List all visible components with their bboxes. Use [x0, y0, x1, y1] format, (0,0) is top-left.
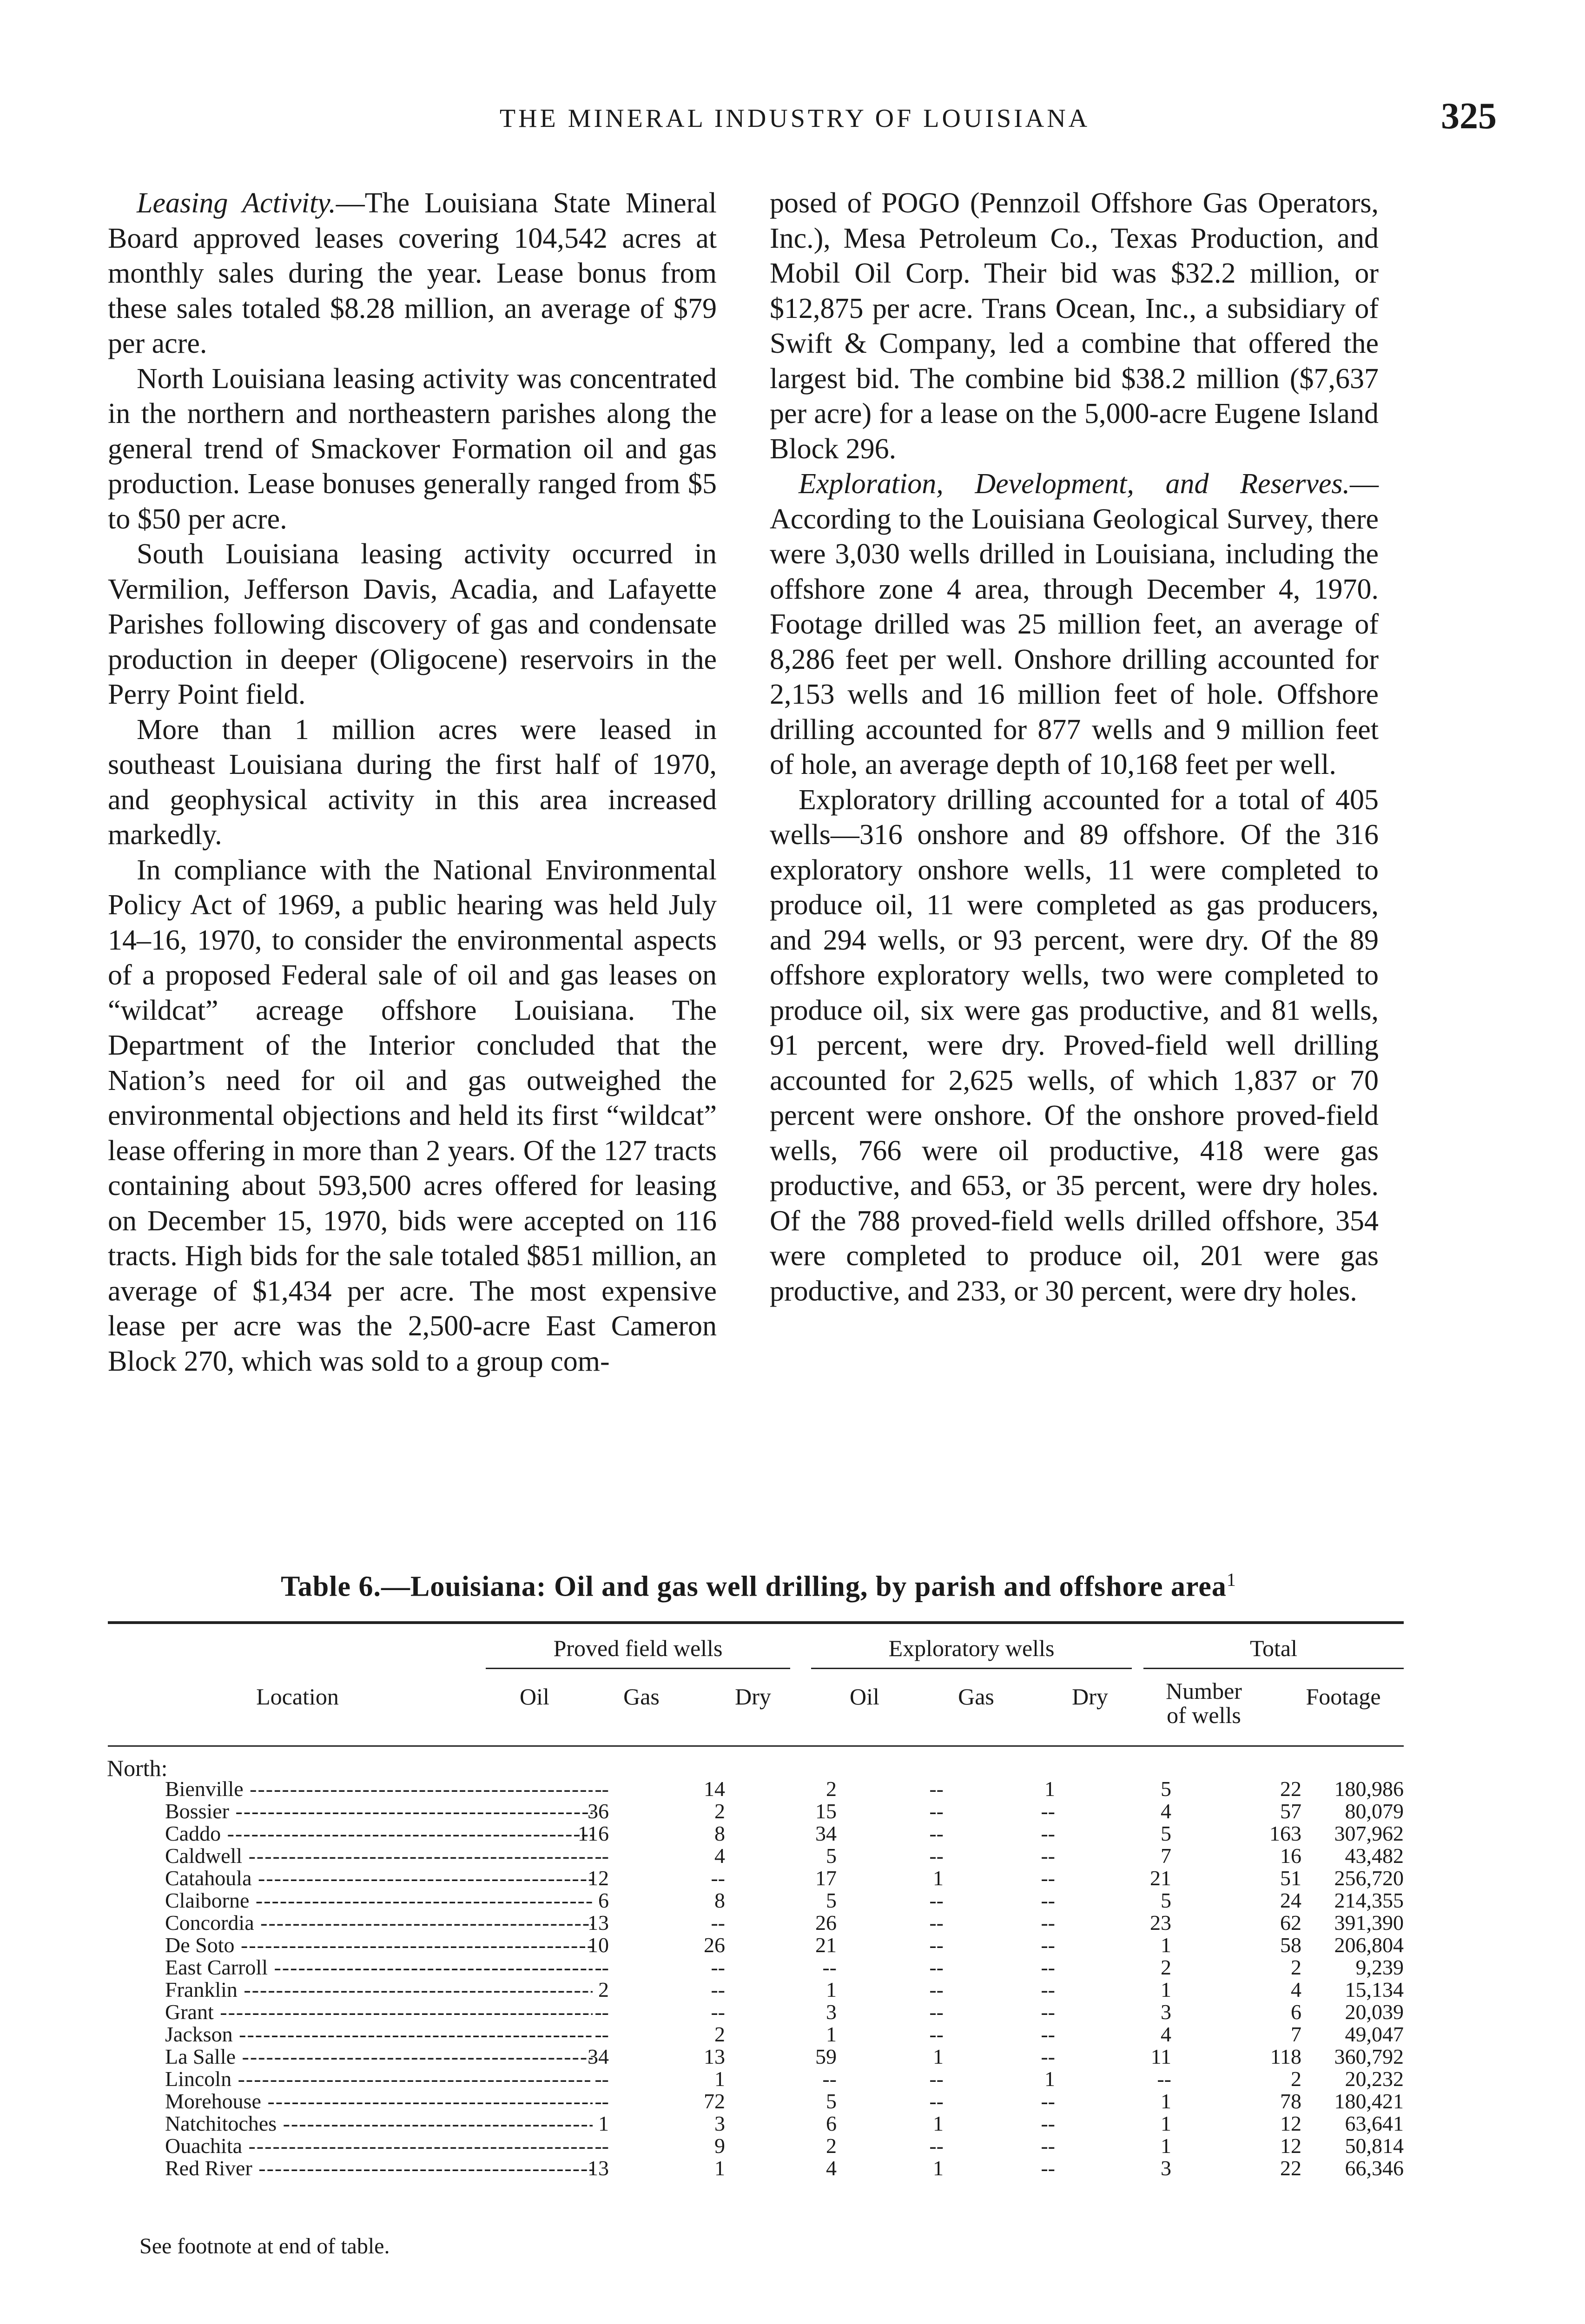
- location-cell: East Carroll -----: [165, 1956, 593, 1979]
- proved-dry-cell: 4: [826, 2156, 837, 2180]
- proved-gas-cell: 8: [714, 1822, 725, 1845]
- exploratory-dry-cell: 3: [1161, 2000, 1171, 2024]
- footage-cell: 214,355: [1334, 1888, 1404, 1912]
- location-cell: De Soto -----: [165, 1934, 593, 1956]
- number-of-wells-cell: 12: [1280, 2112, 1301, 2135]
- proved-oil-cell: 34: [588, 2045, 609, 2068]
- exploratory-dry-cell: 1: [1161, 2089, 1171, 2113]
- location-cell: Claiborne -----: [165, 1889, 593, 1912]
- header-number-line1: Number: [1166, 1678, 1242, 1704]
- proved-dry-cell: 34: [815, 1822, 837, 1845]
- proved-gas-cell: 13: [704, 2045, 725, 2068]
- exploratory-oil-cell: --: [929, 1888, 944, 1912]
- exploratory-oil-cell: --: [929, 1799, 944, 1823]
- proved-oil-cell: --: [594, 2067, 609, 2091]
- table-row: [107, 1912, 1404, 1934]
- location-cell: Jackson -----: [165, 2023, 593, 2046]
- exploratory-gas-cell: --: [1041, 1978, 1055, 2001]
- exploratory-gas-cell: --: [1041, 2045, 1055, 2068]
- exploratory-oil-cell: 1: [933, 2045, 944, 2068]
- number-of-wells-cell: 78: [1280, 2089, 1301, 2113]
- location-cell: Caddo -----: [165, 1822, 593, 1845]
- header-footage: Footage: [1306, 1684, 1381, 1710]
- proved-gas-cell: 4: [714, 1844, 725, 1868]
- proved-gas-cell: --: [711, 1955, 725, 1979]
- exploratory-gas-cell: --: [1041, 2134, 1055, 2158]
- proved-dry-cell: 1: [826, 1978, 837, 2001]
- exploratory-dry-cell: --: [1157, 2067, 1171, 2091]
- location-cell: Lincoln -----: [165, 2068, 593, 2090]
- proved-oil-cell: 36: [588, 1799, 609, 1823]
- proved-oil-cell: --: [594, 1955, 609, 1979]
- proved-gas-cell: 8: [714, 1888, 725, 1912]
- proved-dry-cell: --: [822, 2067, 837, 2091]
- table-row: [107, 2113, 1404, 2135]
- proved-gas-cell: 9: [714, 2134, 725, 2158]
- exploratory-oil-cell: --: [929, 2067, 944, 2091]
- footage-cell: 20,039: [1345, 2000, 1404, 2024]
- number-of-wells-cell: 163: [1269, 1822, 1301, 1845]
- paragraph-text: —The Louisiana State Mineral Board approved leases covering 104,542 acres at monthly sales during the year. Lease bonus from these sales totaled $8.28 million, an average of $79 per acre.: [108, 187, 717, 359]
- group-label-north: North:: [107, 1755, 168, 1781]
- number-of-wells-cell: 118: [1270, 2045, 1301, 2068]
- paragraph-text: —According to the Louisiana Geological Survey, there were 3,030 wells drilled in Louisiana, including the offshore zone 4 area, through December 4, 1970. Footage drilled was 25 million feet, an average of 8,286 feet per well. Onshore drilling accounted for 2,153 wells and 16 million feet of hole. Offshore drilling accounted for 877 wells and 9 million feet of hole, an average depth of 10,168 feet per well.: [770, 468, 1379, 780]
- exploratory-oil-cell: 1: [933, 1866, 944, 1890]
- table-header-rule: [108, 1745, 1404, 1747]
- footage-cell: 63,641: [1345, 2112, 1404, 2135]
- location-cell: Catahoula -----: [165, 1867, 593, 1889]
- header-number-of-wells: [1143, 1679, 1264, 1727]
- proved-dry-cell: 21: [815, 1933, 837, 1957]
- footage-cell: 9,239: [1355, 1955, 1404, 1979]
- exploratory-gas-cell: --: [1041, 1866, 1055, 1890]
- table-row: [107, 2001, 1404, 2023]
- proved-dry-cell: 15: [815, 1799, 837, 1823]
- proved-gas-cell: 2: [714, 2022, 725, 2046]
- footage-cell: 256,720: [1334, 1866, 1404, 1890]
- table-title-footnote: 1: [1226, 1569, 1236, 1590]
- table-title: [108, 1569, 1409, 1604]
- location-cell: Bienville -----: [165, 1778, 593, 1800]
- exploratory-gas-cell: 1: [1044, 2067, 1055, 2091]
- footage-cell: 66,346: [1345, 2156, 1404, 2180]
- location-cell: Concordia -----: [165, 1912, 593, 1934]
- table-row: [107, 1778, 1404, 1800]
- proved-oil-cell: --: [594, 2134, 609, 2158]
- proved-group-rule: [486, 1668, 790, 1669]
- header-location: Location: [256, 1684, 339, 1710]
- exploratory-oil-cell: --: [929, 2089, 944, 2113]
- proved-gas-cell: --: [711, 2000, 725, 2024]
- location-cell: Natchitoches -----: [165, 2113, 593, 2135]
- proved-dry-cell: 6: [826, 2112, 837, 2135]
- exploratory-gas-cell: --: [1041, 1799, 1055, 1823]
- number-of-wells-cell: 6: [1291, 2000, 1301, 2024]
- proved-dry-cell: --: [822, 1955, 837, 1979]
- table-row: [107, 1822, 1404, 1845]
- proved-dry-cell: 5: [826, 1888, 837, 1912]
- proved-oil-cell: --: [594, 1844, 609, 1868]
- number-of-wells-cell: 2: [1291, 2067, 1301, 2091]
- proved-oil-cell: 12: [588, 1866, 609, 1890]
- location-cell: Franklin -----: [165, 1979, 593, 2001]
- proved-oil-cell: 6: [598, 1888, 609, 1912]
- paragraph-south-leasing: South Louisiana leasing activity occurred in Vermilion, Jefferson Davis, Acadia, and Lafayette Parishes following discovery of gas and condensate production in deeper (Oligocene) reservoirs in the Perry Point field.: [108, 538, 717, 710]
- footage-cell: 391,390: [1334, 1911, 1404, 1934]
- proved-gas-cell: 26: [704, 1933, 725, 1957]
- number-of-wells-cell: 51: [1280, 1866, 1301, 1890]
- proved-oil-cell: 2: [598, 1978, 609, 2001]
- footage-cell: 50,814: [1345, 2134, 1404, 2158]
- number-of-wells-cell: 2: [1291, 1955, 1301, 1979]
- footnote-reference: See footnote at end of table.: [139, 2234, 390, 2258]
- exploratory-dry-cell: 5: [1161, 1822, 1171, 1845]
- paragraph-leasing: [108, 186, 717, 362]
- header-exploratory-wells: Exploratory wells: [888, 1635, 1055, 1661]
- proved-dry-cell: 59: [815, 2045, 837, 2068]
- footage-cell: 15,134: [1345, 1978, 1404, 2001]
- location-cell: Morehouse -----: [165, 2090, 593, 2113]
- total-group-rule: [1143, 1668, 1404, 1669]
- footage-cell: 80,079: [1345, 1799, 1404, 1823]
- header-proved-gas: Gas: [623, 1684, 660, 1710]
- section-lead-exploration: Exploration, Development, and Reserves.: [799, 468, 1350, 500]
- number-of-wells-cell: 24: [1280, 1888, 1301, 1912]
- paragraph-exploratory-drilling: Exploratory drilling accounted for a total of 405 wells—316 onshore and 89 offshore. Of the 316 exploratory onshore wells, 11 were completed to produce oil, 11 were completed as gas producers, and 294 wells, or 93 percent, were dry. Of the 89 offshore exploratory wells, two were completed to produce oil, six were gas productive, and 81 wells, 91 percent, were dry. Proved-field well drilling accounted for 2,625 wells, of which 1,837 or 70 percent were onshore. Of the onshore proved-field wells, 766 were oil productive, 418 were gas productive, and 653, or 35 percent, were dry holes. Of the 788 proved-field wells drilled offshore, 354 were completed to produce oil, 201 were gas productive, and 233, or 30 percent, were dry holes.: [770, 784, 1379, 1307]
- page-number: 325: [1441, 96, 1497, 137]
- paragraph-continued: posed of POGO (Pennzoil Offshore Gas Operators, Inc.), Mesa Petroleum Co., Texas Production, and Mobil Oil Corp. Their bid was $32.2 million, or $12,875 per acre. Trans Ocean, Inc., a subsidiary of Swift & Company, led a combine that offered the largest bid. The combine bid $38.2 million ($7,637 per acre) for a lease on the 5,000-acre Eugene Island Block 296.: [770, 187, 1379, 465]
- proved-gas-cell: --: [711, 1978, 725, 2001]
- exploratory-dry-cell: 1: [1161, 2112, 1171, 2135]
- footage-cell: 20,232: [1345, 2067, 1404, 2091]
- exploratory-oil-cell: 1: [933, 2156, 944, 2180]
- exploratory-gas-cell: --: [1041, 2000, 1055, 2024]
- exploratory-gas-cell: --: [1041, 2156, 1055, 2180]
- exploratory-gas-cell: --: [1041, 2022, 1055, 2046]
- left-column: [108, 186, 717, 1379]
- header-exploratory-gas: Gas: [958, 1684, 994, 1710]
- exploratory-dry-cell: 23: [1150, 1911, 1171, 1934]
- number-of-wells-cell: 4: [1291, 1978, 1301, 2001]
- number-of-wells-cell: 62: [1280, 1911, 1301, 1934]
- exploratory-oil-cell: --: [929, 2000, 944, 2024]
- table-row: [107, 2023, 1404, 2046]
- exploratory-oil-cell: --: [929, 1844, 944, 1868]
- footage-cell: 180,986: [1334, 1777, 1404, 1801]
- footage-cell: 206,804: [1334, 1933, 1404, 1957]
- paragraph-environmental: In compliance with the National Environmental Policy Act of 1969, a public hearing was held July 14–16, 1970, to consider the environmental aspects of a proposed Federal sale of oil and gas leases on “wildcat” acreage offshore Louisiana. The Department of the Interior concluded that the Nation’s need for oil and gas outweighed the environmental objections and held its first “wildcat” lease offering in more than 2 years. Of the 127 tracts containing about 593,500 acres offered for leasing on December 15, 1970, bids were accepted on 116 tracts. High bids for the sale totaled $851 million, an average of $1,434 per acre. The most expensive lease per acre was the 2,500-acre East Cameron Block 270, which was sold to a group com-: [108, 854, 717, 1377]
- paragraph-north-leasing: North Louisiana leasing activity was concentrated in the northern and northeastern parishes along the general trend of Smackover Formation oil and gas production. Lease bonuses generally ranged from $5 to $50 per acre.: [108, 363, 717, 535]
- proved-dry-cell: 3: [826, 2000, 837, 2024]
- number-of-wells-cell: 57: [1280, 1799, 1301, 1823]
- running-title: THE MINERAL INDUSTRY OF LOUISIANA: [499, 104, 1090, 133]
- number-of-wells-cell: 7: [1291, 2022, 1301, 2046]
- paragraph-exploration: [770, 467, 1379, 783]
- exploratory-dry-cell: 5: [1161, 1777, 1171, 1801]
- location-cell: Caldwell -----: [165, 1845, 593, 1867]
- exploratory-dry-cell: 1: [1161, 2134, 1171, 2158]
- table-row: [107, 1889, 1404, 1912]
- exploratory-oil-cell: --: [929, 1955, 944, 1979]
- header-number-line2: of wells: [1167, 1702, 1241, 1728]
- proved-dry-cell: 2: [826, 1777, 837, 1801]
- table-row: [107, 1979, 1404, 2001]
- proved-gas-cell: --: [711, 1911, 725, 1934]
- header-exploratory-oil: Oil: [850, 1684, 879, 1710]
- exploratory-dry-cell: 4: [1161, 2022, 1171, 2046]
- exploratory-gas-cell: 1: [1044, 1777, 1055, 1801]
- location-cell: Ouachita -----: [165, 2135, 593, 2157]
- proved-oil-cell: --: [594, 1777, 609, 1801]
- paragraph-southeast-leasing: More than 1 million acres were leased in southeast Louisiana during the first half of 1970, and geophysical activity in this area increased markedly.: [108, 713, 717, 851]
- proved-dry-cell: 26: [815, 1911, 837, 1934]
- number-of-wells-cell: 22: [1280, 2156, 1301, 2180]
- proved-gas-cell: 72: [704, 2089, 725, 2113]
- exploratory-gas-cell: --: [1041, 2112, 1055, 2135]
- exploratory-oil-cell: 1: [933, 2112, 944, 2135]
- table-row: [107, 1867, 1404, 1889]
- table-row: [107, 1934, 1404, 1956]
- proved-oil-cell: --: [594, 2022, 609, 2046]
- exploratory-dry-cell: 5: [1161, 1888, 1171, 1912]
- number-of-wells-cell: 12: [1280, 2134, 1301, 2158]
- exploratory-dry-cell: 7: [1161, 1844, 1171, 1868]
- header-exploratory-dry: Dry: [1072, 1684, 1108, 1710]
- exploratory-dry-cell: 1: [1161, 1978, 1171, 2001]
- proved-dry-cell: 5: [826, 2089, 837, 2113]
- exploratory-oil-cell: --: [929, 2134, 944, 2158]
- proved-oil-cell: 13: [588, 1911, 609, 1934]
- proved-oil-cell: --: [594, 2000, 609, 2024]
- location-cell: La Salle -----: [165, 2046, 593, 2068]
- proved-oil-cell: 10: [588, 1933, 609, 1957]
- exploratory-group-rule: [811, 1668, 1132, 1669]
- exploratory-gas-cell: --: [1041, 1822, 1055, 1845]
- table-top-rule: [108, 1621, 1404, 1624]
- proved-dry-cell: 1: [826, 2022, 837, 2046]
- header-proved-dry: Dry: [735, 1684, 771, 1710]
- number-of-wells-cell: 58: [1280, 1933, 1301, 1957]
- number-of-wells-cell: 22: [1280, 1777, 1301, 1801]
- footage-cell: 49,047: [1345, 2022, 1404, 2046]
- header-proved-oil: Oil: [520, 1684, 549, 1710]
- table-row: [107, 1800, 1404, 1822]
- exploratory-gas-cell: --: [1041, 1911, 1055, 1934]
- table-row: [107, 2090, 1404, 2113]
- proved-oil-cell: 1: [598, 2112, 609, 2135]
- exploratory-oil-cell: --: [929, 1933, 944, 1957]
- proved-gas-cell: 1: [714, 2067, 725, 2091]
- location-cell: Red River -----: [165, 2157, 593, 2179]
- location-cell: Bossier -----: [165, 1800, 593, 1822]
- table-row: [107, 2157, 1404, 2179]
- proved-oil-cell: 13: [588, 2156, 609, 2180]
- exploratory-dry-cell: 1: [1161, 1933, 1171, 1957]
- exploratory-dry-cell: 4: [1161, 1799, 1171, 1823]
- footage-cell: 43,482: [1345, 1844, 1404, 1868]
- proved-gas-cell: 14: [704, 1777, 725, 1801]
- exploratory-dry-cell: 21: [1150, 1866, 1171, 1890]
- exploratory-dry-cell: 3: [1161, 2156, 1171, 2180]
- exploratory-gas-cell: --: [1041, 1955, 1055, 1979]
- proved-gas-cell: 1: [714, 2156, 725, 2180]
- proved-dry-cell: 17: [815, 1866, 837, 1890]
- footage-cell: 307,962: [1334, 1822, 1404, 1845]
- exploratory-dry-cell: 11: [1150, 2045, 1171, 2068]
- proved-dry-cell: 5: [826, 1844, 837, 1868]
- number-of-wells-cell: 16: [1280, 1844, 1301, 1868]
- section-lead-leasing: Leasing Activity.: [137, 187, 336, 219]
- table-row: [107, 1956, 1404, 1979]
- header-total: Total: [1249, 1635, 1298, 1661]
- exploratory-oil-cell: --: [929, 2022, 944, 2046]
- proved-dry-cell: 2: [826, 2134, 837, 2158]
- proved-gas-cell: 2: [714, 1799, 725, 1823]
- table-row: [107, 2135, 1404, 2157]
- page-header: [93, 95, 1497, 146]
- proved-gas-cell: --: [711, 1866, 725, 1890]
- location-cell: Grant -----: [165, 2001, 593, 2023]
- exploratory-oil-cell: --: [929, 1822, 944, 1845]
- exploratory-gas-cell: --: [1041, 1844, 1055, 1868]
- exploratory-oil-cell: --: [929, 1978, 944, 2001]
- table-title-text: Table 6.—Louisiana: Oil and gas well drilling, by parish and offshore area: [281, 1571, 1227, 1603]
- footage-cell: 360,792: [1334, 2045, 1404, 2068]
- proved-oil-cell: --: [594, 2089, 609, 2113]
- exploratory-gas-cell: --: [1041, 2089, 1055, 2113]
- header-proved-field-wells: Proved field wells: [553, 1635, 723, 1661]
- right-column: [770, 186, 1379, 1309]
- table-row: [107, 1845, 1404, 1867]
- exploratory-dry-cell: 2: [1161, 1955, 1171, 1979]
- exploratory-gas-cell: --: [1041, 1933, 1055, 1957]
- exploratory-oil-cell: --: [929, 1777, 944, 1801]
- proved-oil-cell: 116: [577, 1822, 609, 1845]
- exploratory-gas-cell: --: [1041, 1888, 1055, 1912]
- footage-cell: 180,421: [1334, 2089, 1404, 2113]
- table-row: [107, 2068, 1404, 2090]
- proved-gas-cell: 3: [714, 2112, 725, 2135]
- exploratory-oil-cell: --: [929, 1911, 944, 1934]
- table-row: [107, 2046, 1404, 2068]
